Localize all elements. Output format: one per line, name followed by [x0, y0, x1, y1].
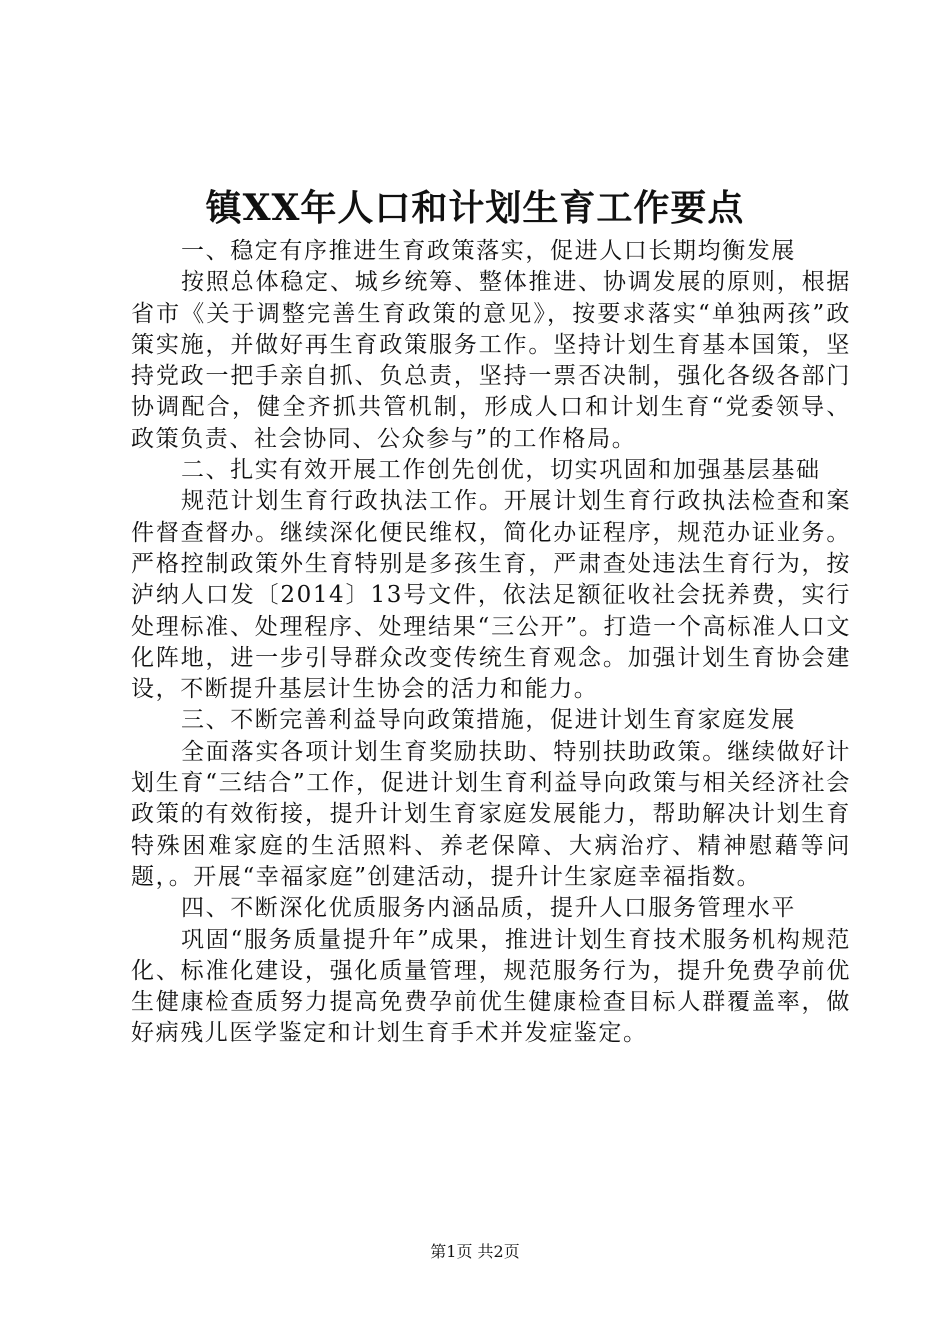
section-paragraph-4: 巩固“服务质量提升年”成果，推进计划生育技术服务机构规范化、标准化建设，强化质量管理，规范服务行为，提升免费孕前优生健康检查质努力提高免费孕前优生健康检查目标人群覆盖率，做好病残儿医学鉴定和计划生育手术并发症鉴定。: [131, 926, 851, 1047]
section-paragraph-3: 全面落实各项计划生育奖励扶助、特别扶助政策。继续做好计划生育“三结合”工作，促进计划生育利益导向政策与相关经济社会政策的有效衔接，提升计划生育家庭发展能力，帮助解决计划生育特殊困难家庭的生活照料、养老保障、大病治疗、精神慰藉等问题，。开展“幸福家庭”创建活动，提升计生家庭幸福指数。: [131, 738, 851, 890]
section-paragraph-2: 规范计划生育行政执法工作。开展计划生育行政执法检查和案件督查督办。继续深化便民维权，简化办证程序，规范办证业务。严格控制政策外生育特别是多孩生育，严肃查处违法生育行为，按泸纳人口发〔2014〕13号文件，依法足额征收社会抚养费，实行处理标准、处理程序、处理结果“三公开”。打造一个高标准人口文化阵地，进一步引导群众改变传统生育观念。加强计划生育协会建设，不断提升基层计生协会的活力和能力。: [131, 488, 851, 703]
page-number-footer: 第1页 共2页: [430, 1242, 520, 1261]
section-heading-2: 二、扎实有效开展工作创先创优，切实巩固和加强基层基础: [181, 457, 821, 484]
document-title: 镇XX年人口和计划生育工作要点: [205, 187, 745, 229]
section-heading-3: 三、不断完善利益导向政策措施，促进计划生育家庭发展: [181, 707, 796, 734]
section-paragraph-1: 按照总体稳定、城乡统筹、整体推进、协调发展的原则，根据省市《关于调整完善生育政策的意见》，按要求落实“单独两孩”政策实施，并做好再生育政策服务工作。坚持计划生育基本国策，坚持党政一把手亲自抓、负总责，坚持一票否决制，强化各级各部门协调配合，健全齐抓共管机制，形成人口和计划生育“党委领导、政策负责、社会协同、公众参与”的工作格局。: [131, 269, 851, 452]
document-body: [131, 236, 851, 1050]
section-heading-1: 一、稳定有序推进生育政策落实，促进人口长期均衡发展: [181, 238, 796, 264]
section-heading-4: 四、不断深化优质服务内涵品质，提升人口服务管理水平: [181, 895, 796, 922]
